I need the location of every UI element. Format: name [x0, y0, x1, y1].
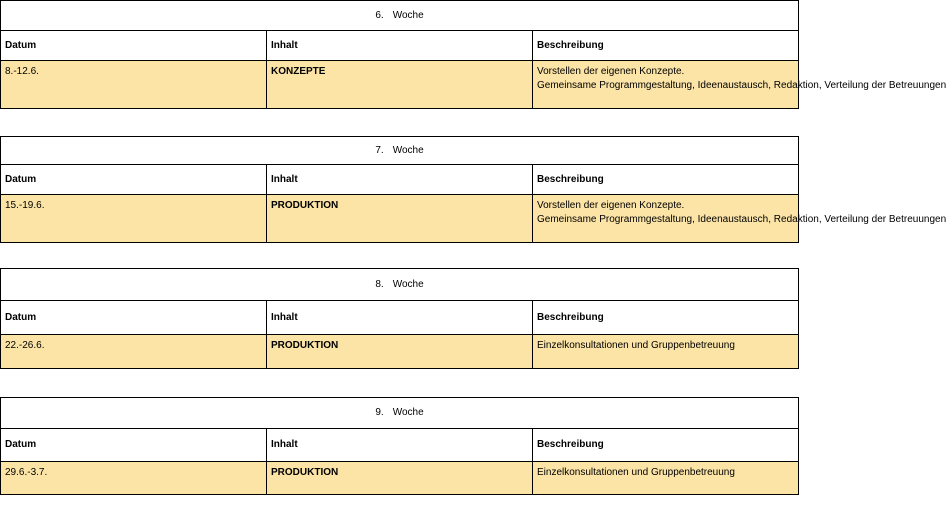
header-inhalt: Inhalt [267, 301, 533, 335]
cell-date: 22.-26.6. [1, 335, 267, 369]
column-header-row [1, 301, 799, 335]
cell-date: 8.-12.6. [1, 61, 267, 109]
week-table [0, 268, 800, 369]
column-header-row [1, 165, 799, 195]
week-number: 7. [375, 144, 384, 156]
description-line: Einzelkonsultationen und Gruppenbetreuung [537, 340, 735, 351]
week-header-row [1, 398, 799, 429]
cell-description [533, 335, 799, 369]
description-line: Gemeinsame Programmgestaltung, Ideenaustausch, Redaktion, Verteilung der Betreuungen [537, 214, 946, 225]
week-title [1, 1, 799, 31]
cell-description [533, 195, 946, 243]
description-line: Vorstellen der eigenen Konzepte. [537, 66, 685, 77]
header-datum: Datum [1, 301, 267, 335]
cell-description [533, 462, 799, 495]
week-number: 6. [375, 9, 384, 21]
week-number: 9. [375, 407, 384, 418]
header-beschreibung: Beschreibung [533, 301, 799, 335]
header-datum: Datum [1, 429, 267, 462]
week-label: Woche [392, 407, 424, 418]
table-row [1, 462, 799, 495]
header-datum: Datum [1, 165, 267, 195]
week-number: 8. [375, 278, 384, 290]
table-row [1, 61, 799, 109]
cell-date: 15.-19.6. [1, 195, 267, 243]
column-header-row [1, 429, 799, 462]
cell-date: 29.6.-3.7. [1, 462, 267, 495]
cell-inhalt: KONZEPTE [267, 61, 533, 109]
week-title [1, 269, 799, 301]
week-header-row [1, 137, 799, 165]
cell-description [533, 61, 946, 109]
week-table [0, 397, 800, 495]
week-label: Woche [392, 144, 424, 156]
cell-inhalt: PRODUKTION [267, 335, 533, 369]
cell-inhalt: PRODUKTION [267, 195, 533, 243]
description-line: Vorstellen der eigenen Konzepte. [537, 200, 685, 211]
week-title [1, 398, 799, 429]
week-label: Woche [392, 9, 424, 21]
table-row [1, 335, 799, 369]
header-inhalt: Inhalt [267, 31, 533, 61]
cell-inhalt: PRODUKTION [267, 462, 533, 495]
week-table [0, 136, 946, 243]
description-line: Einzelkonsultationen und Gruppenbetreuung [537, 467, 735, 478]
week-header-row [1, 1, 799, 31]
header-beschreibung: Beschreibung [533, 31, 799, 61]
header-datum: Datum [1, 31, 267, 61]
week-header-row [1, 269, 799, 301]
column-header-row [1, 31, 799, 61]
week-title [1, 137, 799, 165]
table-row [1, 195, 799, 243]
header-inhalt: Inhalt [267, 429, 533, 462]
description-line: Gemeinsame Programmgestaltung, Ideenaustausch, Redaktion, Verteilung der Betreuungen [537, 80, 946, 91]
week-label: Woche [392, 278, 424, 290]
header-beschreibung: Beschreibung [533, 429, 799, 462]
week-table [0, 0, 946, 109]
header-beschreibung: Beschreibung [533, 165, 799, 195]
header-inhalt: Inhalt [267, 165, 533, 195]
